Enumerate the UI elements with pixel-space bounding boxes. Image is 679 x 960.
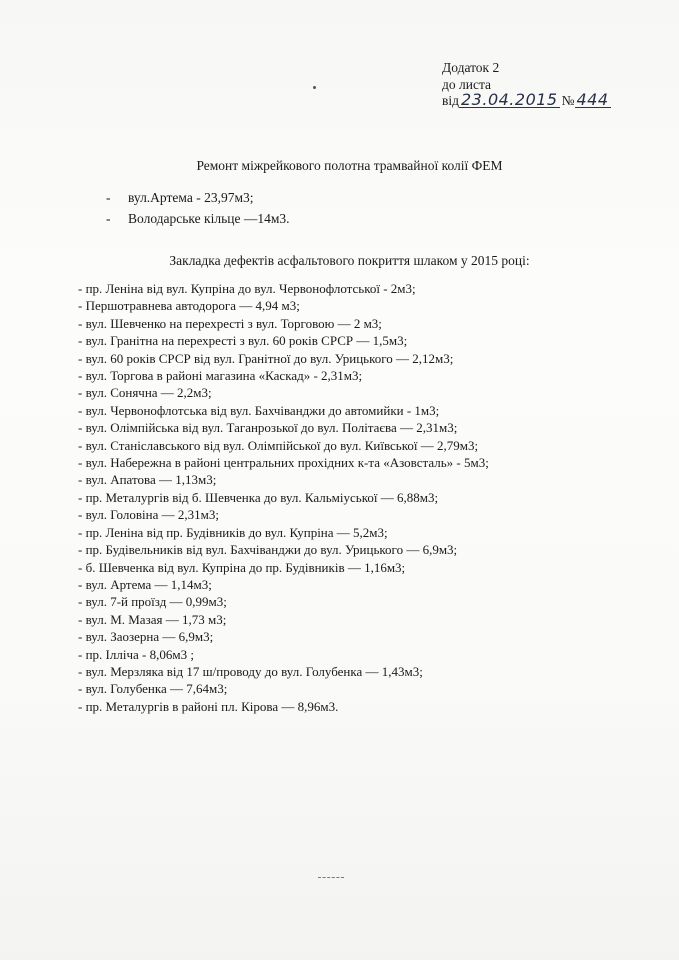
list-item: - Першотравнева автодорога — 4,94 м3; bbox=[78, 298, 300, 314]
list-item: - вул. Сонячна — 2,2м3; bbox=[78, 385, 212, 401]
annex-date-number-line bbox=[442, 90, 611, 110]
annex-header bbox=[442, 60, 611, 110]
annex-from-label: від bbox=[442, 93, 459, 108]
list-item bbox=[106, 208, 290, 229]
list-item: - вул. Олімпійська від вул. Таганрозької до вул. Політаєва — 2,31м3; bbox=[78, 420, 458, 436]
list-item: - вул. Голубенка — 7,64м3; bbox=[78, 681, 228, 697]
list-item: - вул. Станіславського від вул. Олімпійської до вул. Київської — 2,79м3; bbox=[78, 437, 479, 453]
bullet-mark: - bbox=[106, 211, 111, 226]
list-item: - вул. Апатова — 1,13м3; bbox=[78, 472, 217, 488]
list-item: - вул. 60 років СРСР від вул. Гранітної до вул. Урицького — 2,12м3; bbox=[78, 350, 454, 366]
list-item: - пр. Леніна від пр. Будівників до вул. Купріна — 5,2м3; bbox=[78, 524, 388, 540]
list-item: - вул. 7-й проїзд — 0,99м3; bbox=[78, 594, 227, 610]
list-item: - пр. Металургів від б. Шевченка до вул. Кальміуської — 6,88м3; bbox=[78, 489, 439, 505]
section-title-tram-repair: Ремонт міжрейкового полотна трамвайної колії ФЕМ bbox=[196, 158, 503, 173]
list-item: - пр. Ілліча - 8,06м3 ; bbox=[78, 646, 194, 662]
asphalt-defects-list bbox=[78, 280, 489, 715]
list-item: - б. Шевченка від вул. Купріна до пр. Будівників — 1,16м3; bbox=[78, 559, 406, 575]
handwritten-number: 444 bbox=[576, 90, 609, 109]
list-item: - вул. Червонофлотська від вул. Бахчіванджи до автомийки - 1м3; bbox=[78, 402, 440, 418]
handwritten-date: 23.04.2015 bbox=[461, 90, 558, 109]
list-item bbox=[106, 187, 290, 208]
list-item: - вул. Мерзляка від 17 ш/проводу до вул. Голубенка — 1,43м3; bbox=[78, 663, 423, 679]
list-item: - пр. Будівельників від вул. Бахчіванджи до вул. Урицького — 6,9м3; bbox=[78, 542, 458, 558]
list-item: - вул. Гранітна на перехресті з вул. 60 років СРСР — 1,5м3; bbox=[78, 333, 408, 349]
list-item: - вул. М. Мазая — 1,73 м3; bbox=[78, 611, 227, 627]
footer-dash-mark bbox=[318, 877, 344, 878]
list-item: - вул. Головіна — 2,31м3; bbox=[78, 507, 219, 523]
paper-speck bbox=[313, 86, 316, 89]
list-item: - вул. Набережна в районі центральних прохідних к-та «Азовсталь» - 5м3; bbox=[78, 455, 489, 471]
list-item: - вул. Заозерна — 6,9м3; bbox=[78, 629, 214, 645]
list-item-text: вул.Артема - 23,97м3; bbox=[128, 190, 254, 205]
list-item: - вул. Артема — 1,14м3; bbox=[78, 576, 212, 592]
number-sign: № bbox=[561, 93, 575, 108]
section-title-asphalt-defects: Закладка дефектів асфальтового покриття шлаком у 2015 році: bbox=[169, 253, 530, 268]
list-item-text: Володарське кільце —14м3. bbox=[128, 211, 290, 226]
list-item: - пр. Леніна від вул. Купріна до вул. Червонофлотської - 2м3; bbox=[78, 281, 416, 296]
list-item: - вул. Шевченко на перехресті з вул. Торговою — 2 м3; bbox=[78, 315, 382, 331]
tram-repair-list bbox=[106, 187, 290, 229]
list-item: - пр. Металургів в районі пл. Кірова — 8,96м3. bbox=[78, 698, 339, 714]
list-item: - вул. Торгова в районі магазина «Каскад» - 2,31м3; bbox=[78, 368, 363, 384]
annex-number: Додаток 2 bbox=[442, 60, 500, 75]
annex-letter-ref: до листа bbox=[442, 76, 492, 92]
bullet-mark: - bbox=[106, 190, 111, 205]
